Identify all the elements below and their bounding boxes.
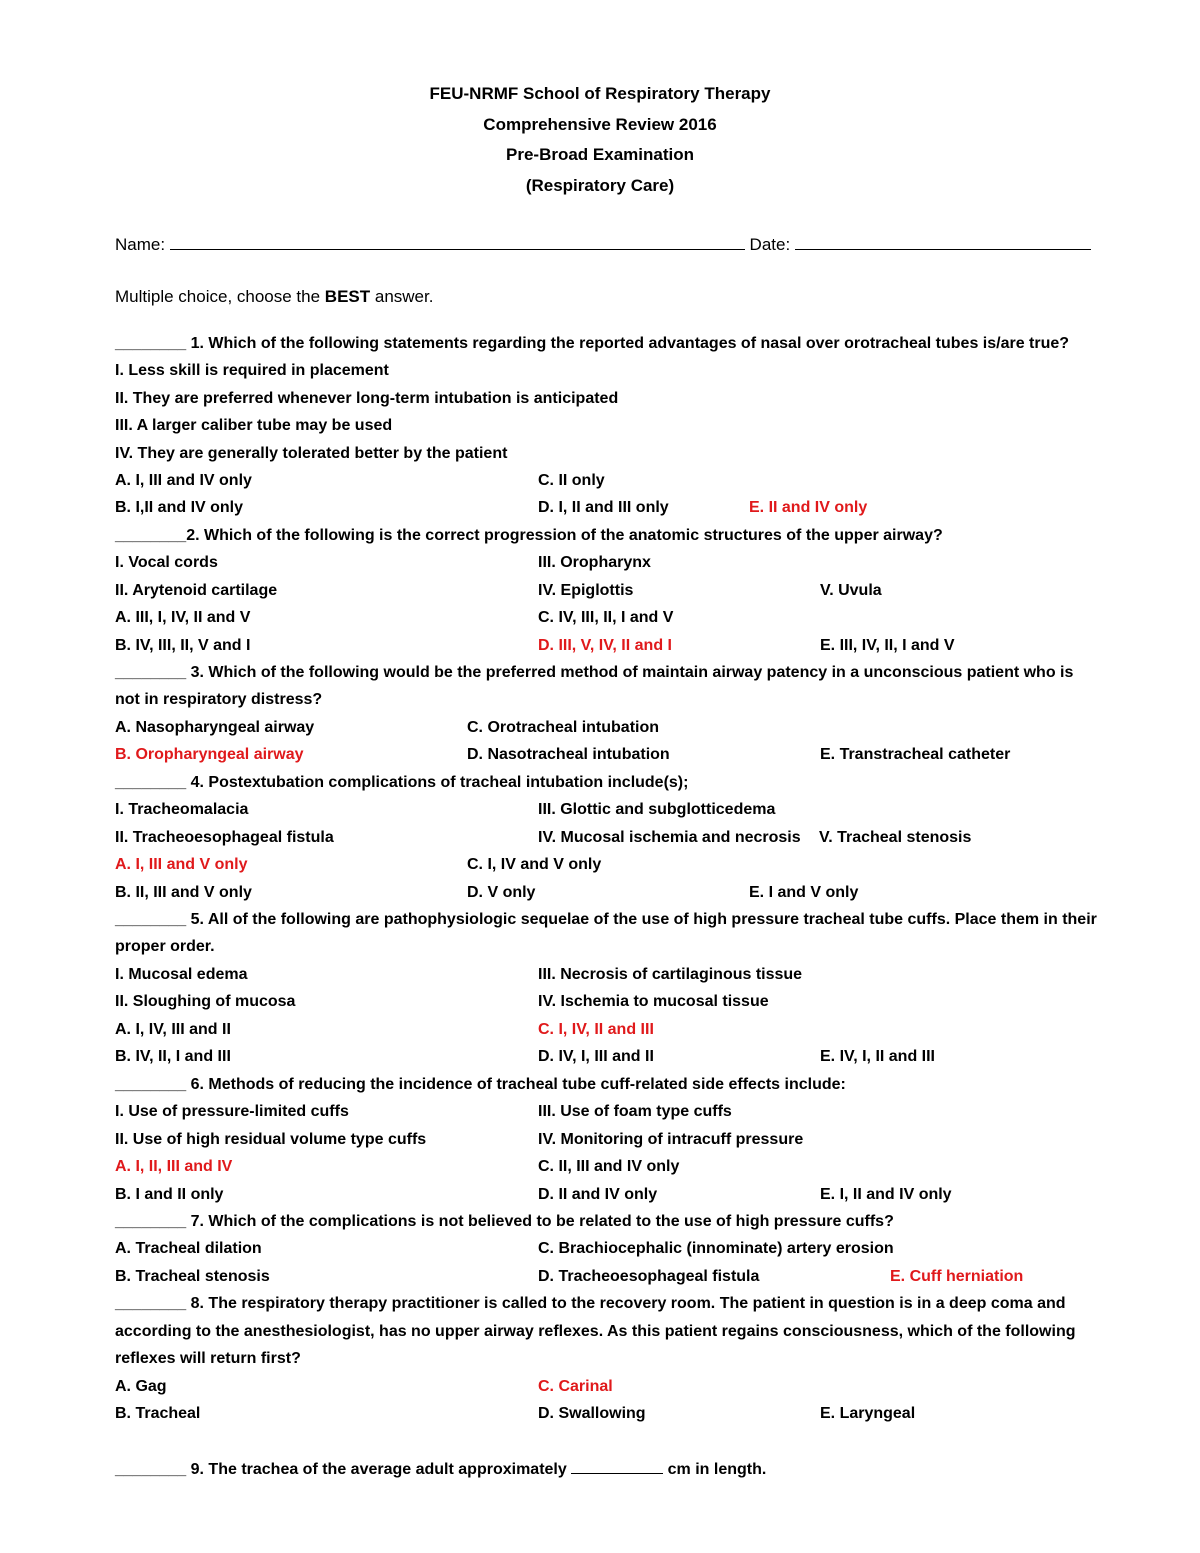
answer-blank[interactable]: ________	[115, 527, 187, 544]
q1-choice-c: C. II only	[538, 472, 605, 489]
question-2-stem: ________2. Which of the following is the correct progression of the anatomic structures of the upper airway?	[115, 527, 943, 544]
review-title: Comprehensive Review 2016	[483, 115, 717, 134]
q4-choice-c: C. I, IV and V only	[467, 856, 602, 873]
q5-item: II. Sloughing of mucosa	[115, 993, 296, 1010]
q1-choice-a: A. I, III and IV only	[115, 472, 252, 489]
q5-choice-a: A. I, IV, III and II	[115, 1021, 231, 1038]
q4-item: II. Tracheoesophageal fistula	[115, 829, 334, 846]
q5-item: IV. Ischemia to mucosal tissue	[538, 993, 769, 1010]
q1-choice-b: B. I,II and IV only	[115, 499, 244, 516]
q5-item: I. Mucosal edema	[115, 966, 248, 983]
q6-item: IV. Monitoring of intracuff pressure	[538, 1131, 804, 1148]
q5-choice-d: D. IV, I, III and II	[538, 1048, 654, 1065]
date-field[interactable]	[795, 235, 1091, 250]
answer-blank[interactable]: ________	[115, 1461, 187, 1478]
q8-choice-a: A. Gag	[115, 1378, 167, 1395]
q5-choice-e: E. IV, I, II and III	[820, 1048, 935, 1065]
q7-choice-a: A. Tracheal dilation	[115, 1240, 262, 1257]
q4-item: IV. Mucosal ischemia and necrosis	[538, 829, 801, 846]
q7-choice-c: C. Brachiocephalic (innominate) artery erosion	[538, 1240, 894, 1257]
question-5-stem: ________ 5. All of the following are pathophysiologic sequelae of the use of high pressure tracheal tube cuffs. Place them in their	[115, 911, 1097, 928]
exam-title: Pre-Broad Examination	[506, 145, 694, 164]
question-8-stem: ________ 8. The respiratory therapy practitioner is called to the recovery room. The patient in question is in a deep coma and	[115, 1295, 1066, 1312]
question-7-stem: ________ 7. Which of the complications is not believed to be related to the use of high pressure cuffs?	[115, 1213, 894, 1230]
q7-choice-b: B. Tracheal stenosis	[115, 1268, 270, 1285]
q6-item: I. Use of pressure-limited cuffs	[115, 1103, 349, 1120]
q3-choice-b-answer: B. Oropharyngeal airway	[115, 746, 304, 763]
q1-statement: II. They are preferred whenever long-term intubation is anticipated	[115, 390, 619, 407]
q8-choice-b: B. Tracheal	[115, 1405, 201, 1422]
q4-item: V. Tracheal stenosis	[819, 829, 972, 846]
answer-blank[interactable]: ________	[115, 664, 187, 681]
q4-choice-b: B. II, III and V only	[115, 884, 252, 901]
q2-choice-c: C. IV, III, II, I and V	[538, 609, 674, 626]
q2-structure: I. Vocal cords	[115, 554, 218, 571]
subject-title: (Respiratory Care)	[525, 176, 675, 195]
question-3-stem-cont: not in respiratory distress?	[115, 691, 323, 708]
q8-choice-e: E. Laryngeal	[820, 1405, 916, 1422]
q6-choice-e: E. I, II and IV only	[820, 1186, 952, 1203]
q4-item: III. Glottic and subglotticedema	[538, 801, 776, 818]
q2-choice-b: B. IV, III, II, V and I	[115, 637, 251, 654]
q1-statement: I. Less skill is required in placement	[115, 362, 389, 379]
q4-choice-d: D. V only	[467, 884, 536, 901]
answer-blank[interactable]: ________	[115, 774, 187, 791]
question-5-stem-cont: proper order.	[115, 938, 215, 955]
answer-blank[interactable]: ________	[115, 911, 187, 928]
q6-choice-c: C. II, III and IV only	[538, 1158, 680, 1175]
q4-choice-e: E. I and V only	[749, 884, 859, 901]
q3-choice-d: D. Nasotracheal intubation	[467, 746, 670, 763]
q2-choice-a: A. III, I, IV, II and V	[115, 609, 251, 626]
q1-choice-d: D. I, II and III only	[538, 499, 669, 516]
q3-choice-a: A. Nasopharyngeal airway	[115, 719, 315, 736]
q1-statement: IV. They are generally tolerated better by the patient	[115, 445, 508, 462]
question-3-stem: ________ 3. Which of the following would be the preferred method of maintain airway patency in a unconscious patient who is	[115, 664, 1074, 681]
q6-choice-d: D. II and IV only	[538, 1186, 658, 1203]
q6-choice-b: B. I and II only	[115, 1186, 224, 1203]
answer-blank[interactable]: ________	[115, 1076, 187, 1093]
answer-blank[interactable]: ________	[115, 335, 187, 352]
q8-choice-c-answer: C. Carinal	[538, 1378, 613, 1395]
q4-item: I. Tracheomalacia	[115, 801, 249, 818]
name-field[interactable]	[170, 235, 745, 250]
q1-choice-e-answer: E. II and IV only	[749, 499, 868, 516]
q6-item: II. Use of high residual volume type cuffs	[115, 1131, 427, 1148]
question-8-stem-cont: reflexes will return first?	[115, 1350, 301, 1367]
q2-structure: V. Uvula	[820, 582, 882, 599]
question-4-stem: ________ 4. Postextubation complications of tracheal intubation include(s);	[115, 774, 689, 791]
question-6-stem: ________ 6. Methods of reducing the incidence of tracheal tube cuff-related side effects include:	[115, 1076, 846, 1093]
answer-blank[interactable]: ________	[115, 1295, 187, 1312]
q4-choice-a-answer: A. I, III and V only	[115, 856, 248, 873]
q2-structure: IV. Epiglottis	[538, 582, 634, 599]
q3-choice-c: C. Orotracheal intubation	[467, 719, 660, 736]
name-row	[115, 235, 1091, 255]
fill-in-blank[interactable]	[571, 1459, 663, 1474]
date-label: Date:	[749, 235, 791, 254]
name-label: Name:	[115, 235, 166, 254]
school-title: FEU-NRMF School of Respiratory Therapy	[429, 84, 771, 103]
q8-choice-d: D. Swallowing	[538, 1405, 646, 1422]
q7-choice-e-answer: E. Cuff herniation	[890, 1268, 1024, 1285]
q2-structure: II. Arytenoid cartilage	[115, 582, 278, 599]
instructions: Multiple choice, choose the BEST answer.	[115, 287, 434, 306]
q2-structure: III. Oropharynx	[538, 554, 651, 571]
q5-item: III. Necrosis of cartilaginous tissue	[538, 966, 803, 983]
answer-blank[interactable]: ________	[115, 1213, 187, 1230]
q6-item: III. Use of foam type cuffs	[538, 1103, 732, 1120]
q6-choice-a-answer: A. I, II, III and IV	[115, 1158, 233, 1175]
q7-choice-d: D. Tracheoesophageal fistula	[538, 1268, 760, 1285]
q2-choice-e: E. III, IV, II, I and V	[820, 637, 955, 654]
question-8-stem-cont: according to the anesthesiologist, has no upper airway reflexes. As this patient regains consciousness, which of the following	[115, 1323, 1076, 1340]
q5-choice-c-answer: C. I, IV, II and III	[538, 1021, 654, 1038]
question-9-stem: ________ 9. The trachea of the average adult approximately cm in length.	[115, 1461, 767, 1478]
q1-statement: III. A larger caliber tube may be used	[115, 417, 393, 434]
q2-choice-d-answer: D. III, V, IV, II and I	[538, 637, 672, 654]
question-1-stem: ________ 1. Which of the following statements regarding the reported advantages of nasal over orotracheal tubes is/are true?	[115, 335, 1070, 352]
q5-choice-b: B. IV, II, I and III	[115, 1048, 231, 1065]
q3-choice-e: E. Transtracheal catheter	[820, 746, 1011, 763]
